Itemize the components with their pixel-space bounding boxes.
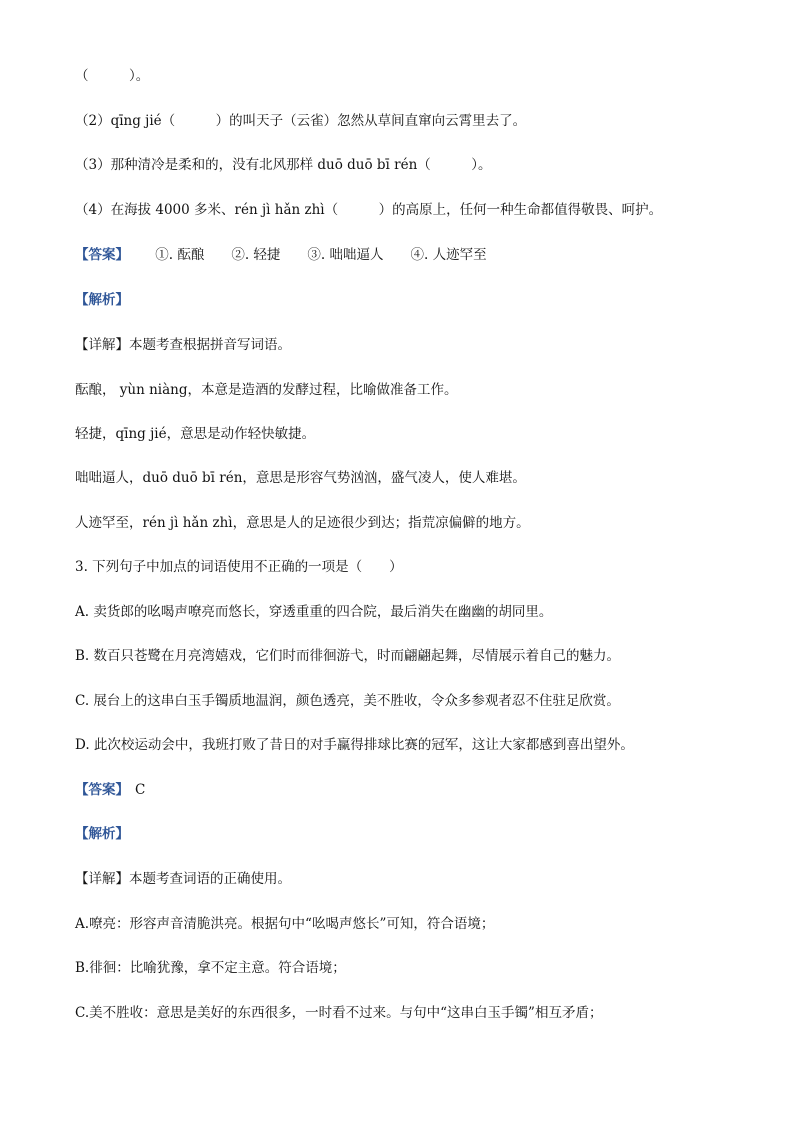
explanation-yunniang: 酝酿， yùn niàng，本意是造酒的发酵过程，比喻做准备工作。 bbox=[75, 382, 458, 398]
detail-intro-2: 【详解】本题考查词语的正确使用。 bbox=[75, 871, 291, 887]
answer-line bbox=[75, 245, 764, 265]
analysis-heading-2 bbox=[75, 824, 764, 844]
answer-tag-2: 【答案】 bbox=[75, 782, 129, 798]
answer-line-2 bbox=[75, 780, 764, 800]
detail-intro: 【详解】本题考查根据拼音写词语。 bbox=[75, 337, 291, 353]
option-d: D. 此次校运动会中，我班打败了昔日的对手赢得排球比赛的冠军，这让大家都感到喜出望外。 bbox=[75, 737, 634, 753]
question-line-1-tail: （ ）。 bbox=[75, 68, 150, 84]
answer-tag: 【答案】 bbox=[75, 247, 123, 263]
option-c: C. 展台上的这串白玉手镯质地温润，颜色透亮，美不胜收，令众多参观者忍不住驻足欣赏。 bbox=[75, 693, 620, 709]
explanation-qingjie: 轻捷，qīng jié，意思是动作轻快敏捷。 bbox=[75, 426, 316, 442]
analysis-tag: 【解析】 bbox=[75, 292, 129, 308]
analysis-tag-2: 【解析】 bbox=[75, 826, 129, 842]
analysis-heading bbox=[75, 290, 764, 310]
question-line-3: （3）那种清冷是柔和的，没有北风那样 duō duō bī rén（ ）。 bbox=[75, 157, 492, 173]
answer-text-2: C bbox=[135, 782, 146, 798]
option-a: A. 卖货郎的吆喝声嘹亮而悠长，穿透重重的四合院，最后消失在幽幽的胡同里。 bbox=[75, 604, 553, 620]
question-3-stem: 3. 下列句子中加点的词语使用不正确的一项是（ ） bbox=[75, 559, 403, 575]
answer-text: ①. 酝酿 ②. 轻捷 ③. 咄咄逼人 ④. 人迹罕至 bbox=[128, 247, 487, 263]
explanation-renjihanzhi: 人迹罕至，rén jì hǎn zhì，意思是人的足迹很少到达；指荒凉偏僻的地方。 bbox=[75, 515, 530, 531]
explanation-option-a: A.嘹亮：形容声音清脆洪亮。根据句中“吆喝声悠长”可知，符合语境； bbox=[75, 916, 495, 932]
explanation-option-b: B.徘徊：比喻犹豫，拿不定主意。符合语境； bbox=[75, 960, 346, 976]
option-b: B. 数百只苍鹭在月亮湾嬉戏，它们时而徘徊游弋，时而翩翩起舞，尽情展示着自己的魅力。 bbox=[75, 648, 621, 664]
explanation-option-c: C.美不胜收：意思是美好的东西很多，一时看不过来。与句中“这串白玉手镯”相互矛盾； bbox=[75, 1005, 603, 1021]
question-line-4: （4）在海拔 4000 多米、rén jì hǎn zhì（ ）的高原上，任何一种生命都值得敬畏、呵护。 bbox=[75, 202, 663, 218]
question-line-2: （2）qīng jié（ ）的叫天子（云雀）忽然从草间直窜向云霄里去了。 bbox=[75, 113, 527, 129]
explanation-duoduobiren: 咄咄逼人，duō duō bī rén，意思是形容气势汹汹，盛气凌人，使人难堪。 bbox=[75, 470, 526, 486]
